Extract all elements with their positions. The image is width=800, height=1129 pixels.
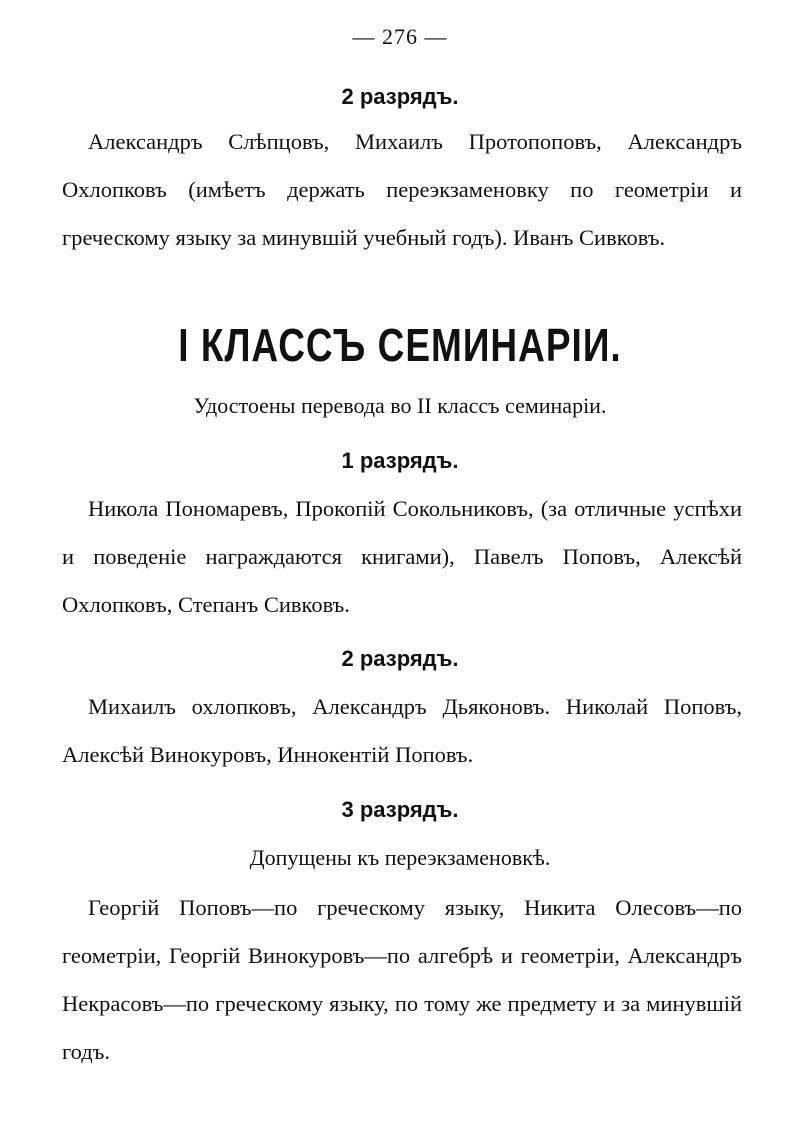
reexam-note: Допущены къ переэкзаменовкѣ. [249, 845, 551, 870]
rank-2-heading: 2 разрядъ. [341, 646, 459, 671]
rank-2-heading-prev: 2 разрядъ. [341, 84, 459, 109]
class-title: I КЛАССЪ СЕМИНАРІИ. [178, 319, 622, 371]
page-number: — 276 — [352, 24, 448, 49]
rank-3-paragraph: Георгій Поповъ—по греческому языку, Никита Олесовъ—по геометріи, Георгій Винокуровъ—по алгебрѣ и геометріи, Александръ Некрасовъ—по греческому языку, по тому же предмету и за минувшій годъ. [62, 895, 742, 1064]
rank-2-prev-paragraph: Александръ Слѣпцовъ, Михаилъ Протопоповъ, Александръ Охлопковъ (имѣетъ держать переэкзаменовку по геометріи и греческому языку за минувшій учебный годъ). Иванъ Сивковъ. [62, 129, 742, 250]
rank-1-paragraph: Никола Пономаревъ, Прокопій Сокольниковъ, (за отличные успѣхи и поведеніе награждаются книгами), Павелъ Поповъ, Алексѣй Охлопковъ, Степанъ Сивковъ. [62, 496, 742, 617]
rank-1-heading: 1 разрядъ. [341, 448, 459, 473]
promoted-note: Удостоены перевода во II классъ семинаріи. [193, 393, 607, 418]
rank-2-paragraph: Михаилъ охлопковъ, Александръ Дьяконовъ. Николай Поповъ, Алексѣй Винокуровъ, Иннокентій Поповъ. [62, 694, 742, 767]
rank-3-heading: 3 разрядъ. [341, 797, 459, 822]
